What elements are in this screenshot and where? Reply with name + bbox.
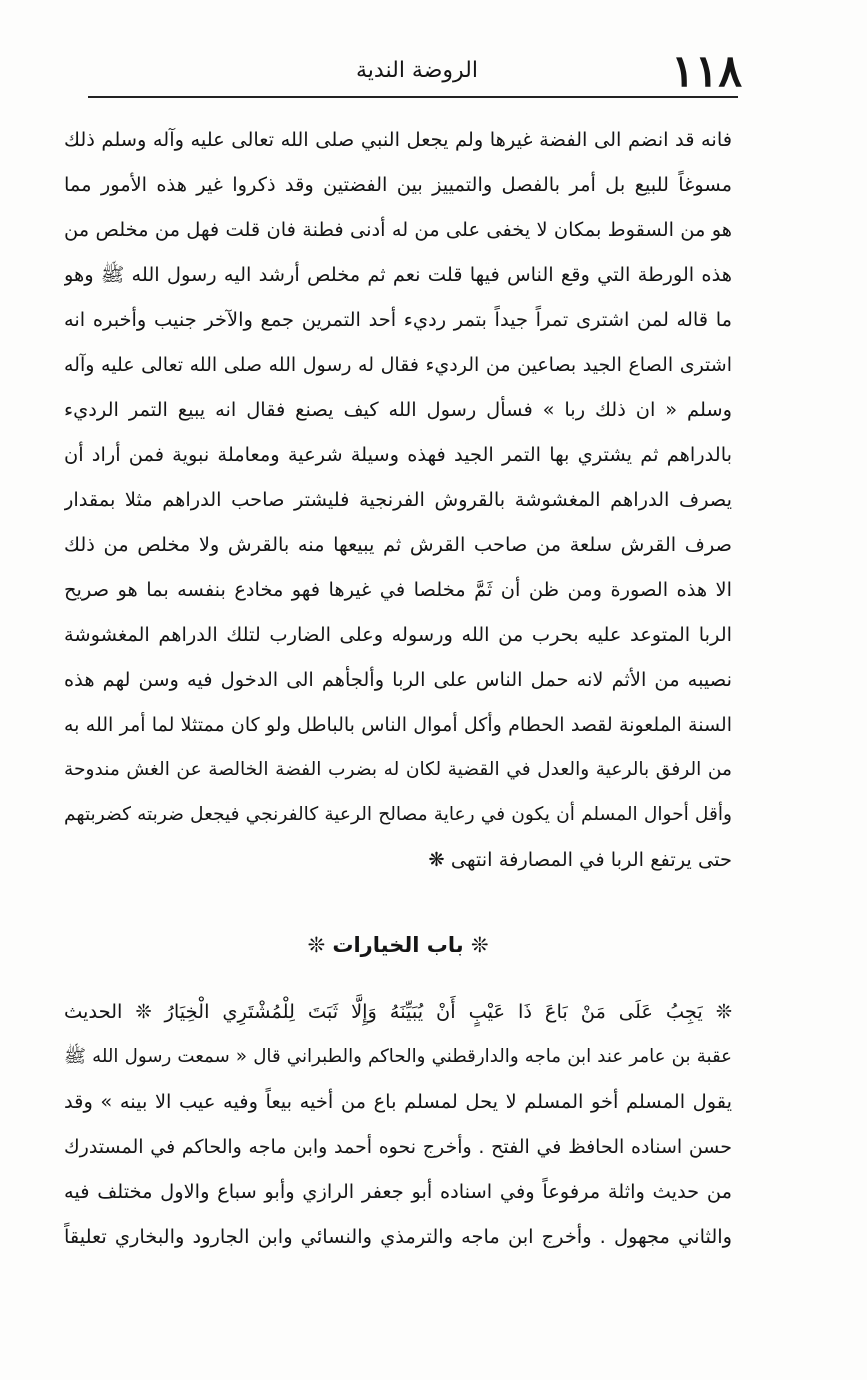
text-line: ❊ يَجِبُ عَلَى مَنْ بَاعَ ذَا عَيْبٍ أَنْ يُبَيِّنَهُ وَإِلَّا ثَبَتَ لِلْمُشْتَرِي الْخِيَارُ ❊ الحديث [64, 1000, 732, 1023]
page-number: ١١٨ [671, 46, 742, 97]
text-line: وأقل أحوال المسلم أن يكون في رعاية مصالح الرعية كالفرنجي فيجعل ضربته كضربتهم [64, 804, 732, 825]
header-rule [88, 96, 738, 98]
text-line: اشترى الصاع الجيد بصاعين من الرديء فقال له رسول الله صلى الله تعالى عليه وآله [64, 354, 732, 376]
text-line: الربا المتوعد عليه بحرب من الله ورسوله وعلى الضارب لتلك الدراهم المغشوشة [64, 623, 732, 646]
text-line: من حديث واثلة مرفوعاً وفي اسناده أبو جعفر الرازي وأبو سباع والاول مختلف فيه [64, 1180, 732, 1203]
text-line: من الرفق بالرعية والعدل في القضية لكان له بضرب الفضة الخالصة عن الغش مندوحة [64, 759, 732, 780]
text-line: الا هذه الصورة ومن ظن أن ثَمَّ مخلصا في غيرها فهو مخادع بنفسه بما هو صريح [64, 578, 732, 601]
text-line: هذه الورطة التي وقع الناس فيها قلت نعم ثم مخلص أرشد اليه رسول الله ﷺ وهو [64, 263, 732, 286]
text-line: والثاني مجهول . وأخرج ابن ماجه والترمذي والنسائي وابن الجارود والبخاري تعليقاً [64, 1225, 732, 1248]
text-line: بالدراهم ثم يشتري بها التمر الجيد فهذه وسيلة شرعية ومعاملة نبوية فمن أراد أن [64, 443, 732, 466]
text-line: يقول المسلم أخو المسلم لا يحل لمسلم باع من أخيه بيعاً وفيه عيب الا بينه » وقد [64, 1090, 732, 1113]
text-line: صرف القرش سلعة من صاحب القرش ثم يبيعها منه بالقرش ولا مخلص من ذلك [64, 533, 732, 556]
text-line: مسوغاً للبيع بل أمر بالفصل والتمييز بين الفضتين وقد ذكروا غير هذه الأمور مما [64, 173, 732, 196]
section-title: ❊ باب الخيارات ❊ [307, 933, 489, 957]
text-line: السنة الملعونة لقصد الحطام وأكل أموال الناس بالباطل ولو كان ممتثلا لما أمر الله به [64, 714, 732, 736]
text-line: فانه قد انضم الى الفضة غيرها ولم يجعل النبي صلى الله تعالى عليه وآله وسلم ذلك [64, 128, 732, 151]
text-line: حسن اسناده الحافظ في الفتح . وأخرج نحوه أحمد وابن ماجه والحاكم في المستدرك [64, 1136, 732, 1158]
running-title: الروضة الندية [356, 58, 478, 83]
text-line: هو من السقوط بمكان لا يخفى على من له أدنى فطنة فان قلت فهل من مخلص من [64, 218, 732, 241]
text-line: حتى يرتفع الربا في المصارفة انتهى ❋ [428, 848, 732, 871]
text-line: نصيبه من الأثم لانه حمل الناس على الربا وألجأهم الى الدخول فيه وسن لهم هذه [64, 668, 732, 691]
text-line: وسلم « ان ذلك ربا » فسأل رسول الله كيف يصنع فقال انه يبيع التمر الرديء [64, 398, 732, 421]
text-line: يصرف الدراهم المغشوشة بالقروش الفرنجية فليشتر صاحب الدراهم مثلا بمقدار [64, 488, 732, 511]
text-line: ما قاله لمن اشترى تمراً جيداً بتمر رديء أحد التمرين جمع والآخر جنيب وأخبره انه [64, 308, 732, 331]
text-line: عقبة بن عامر عند ابن ماجه والدارقطني والحاكم والطبراني قال « سمعت رسول الله ﷺ [64, 1046, 732, 1067]
page-header [92, 48, 742, 98]
